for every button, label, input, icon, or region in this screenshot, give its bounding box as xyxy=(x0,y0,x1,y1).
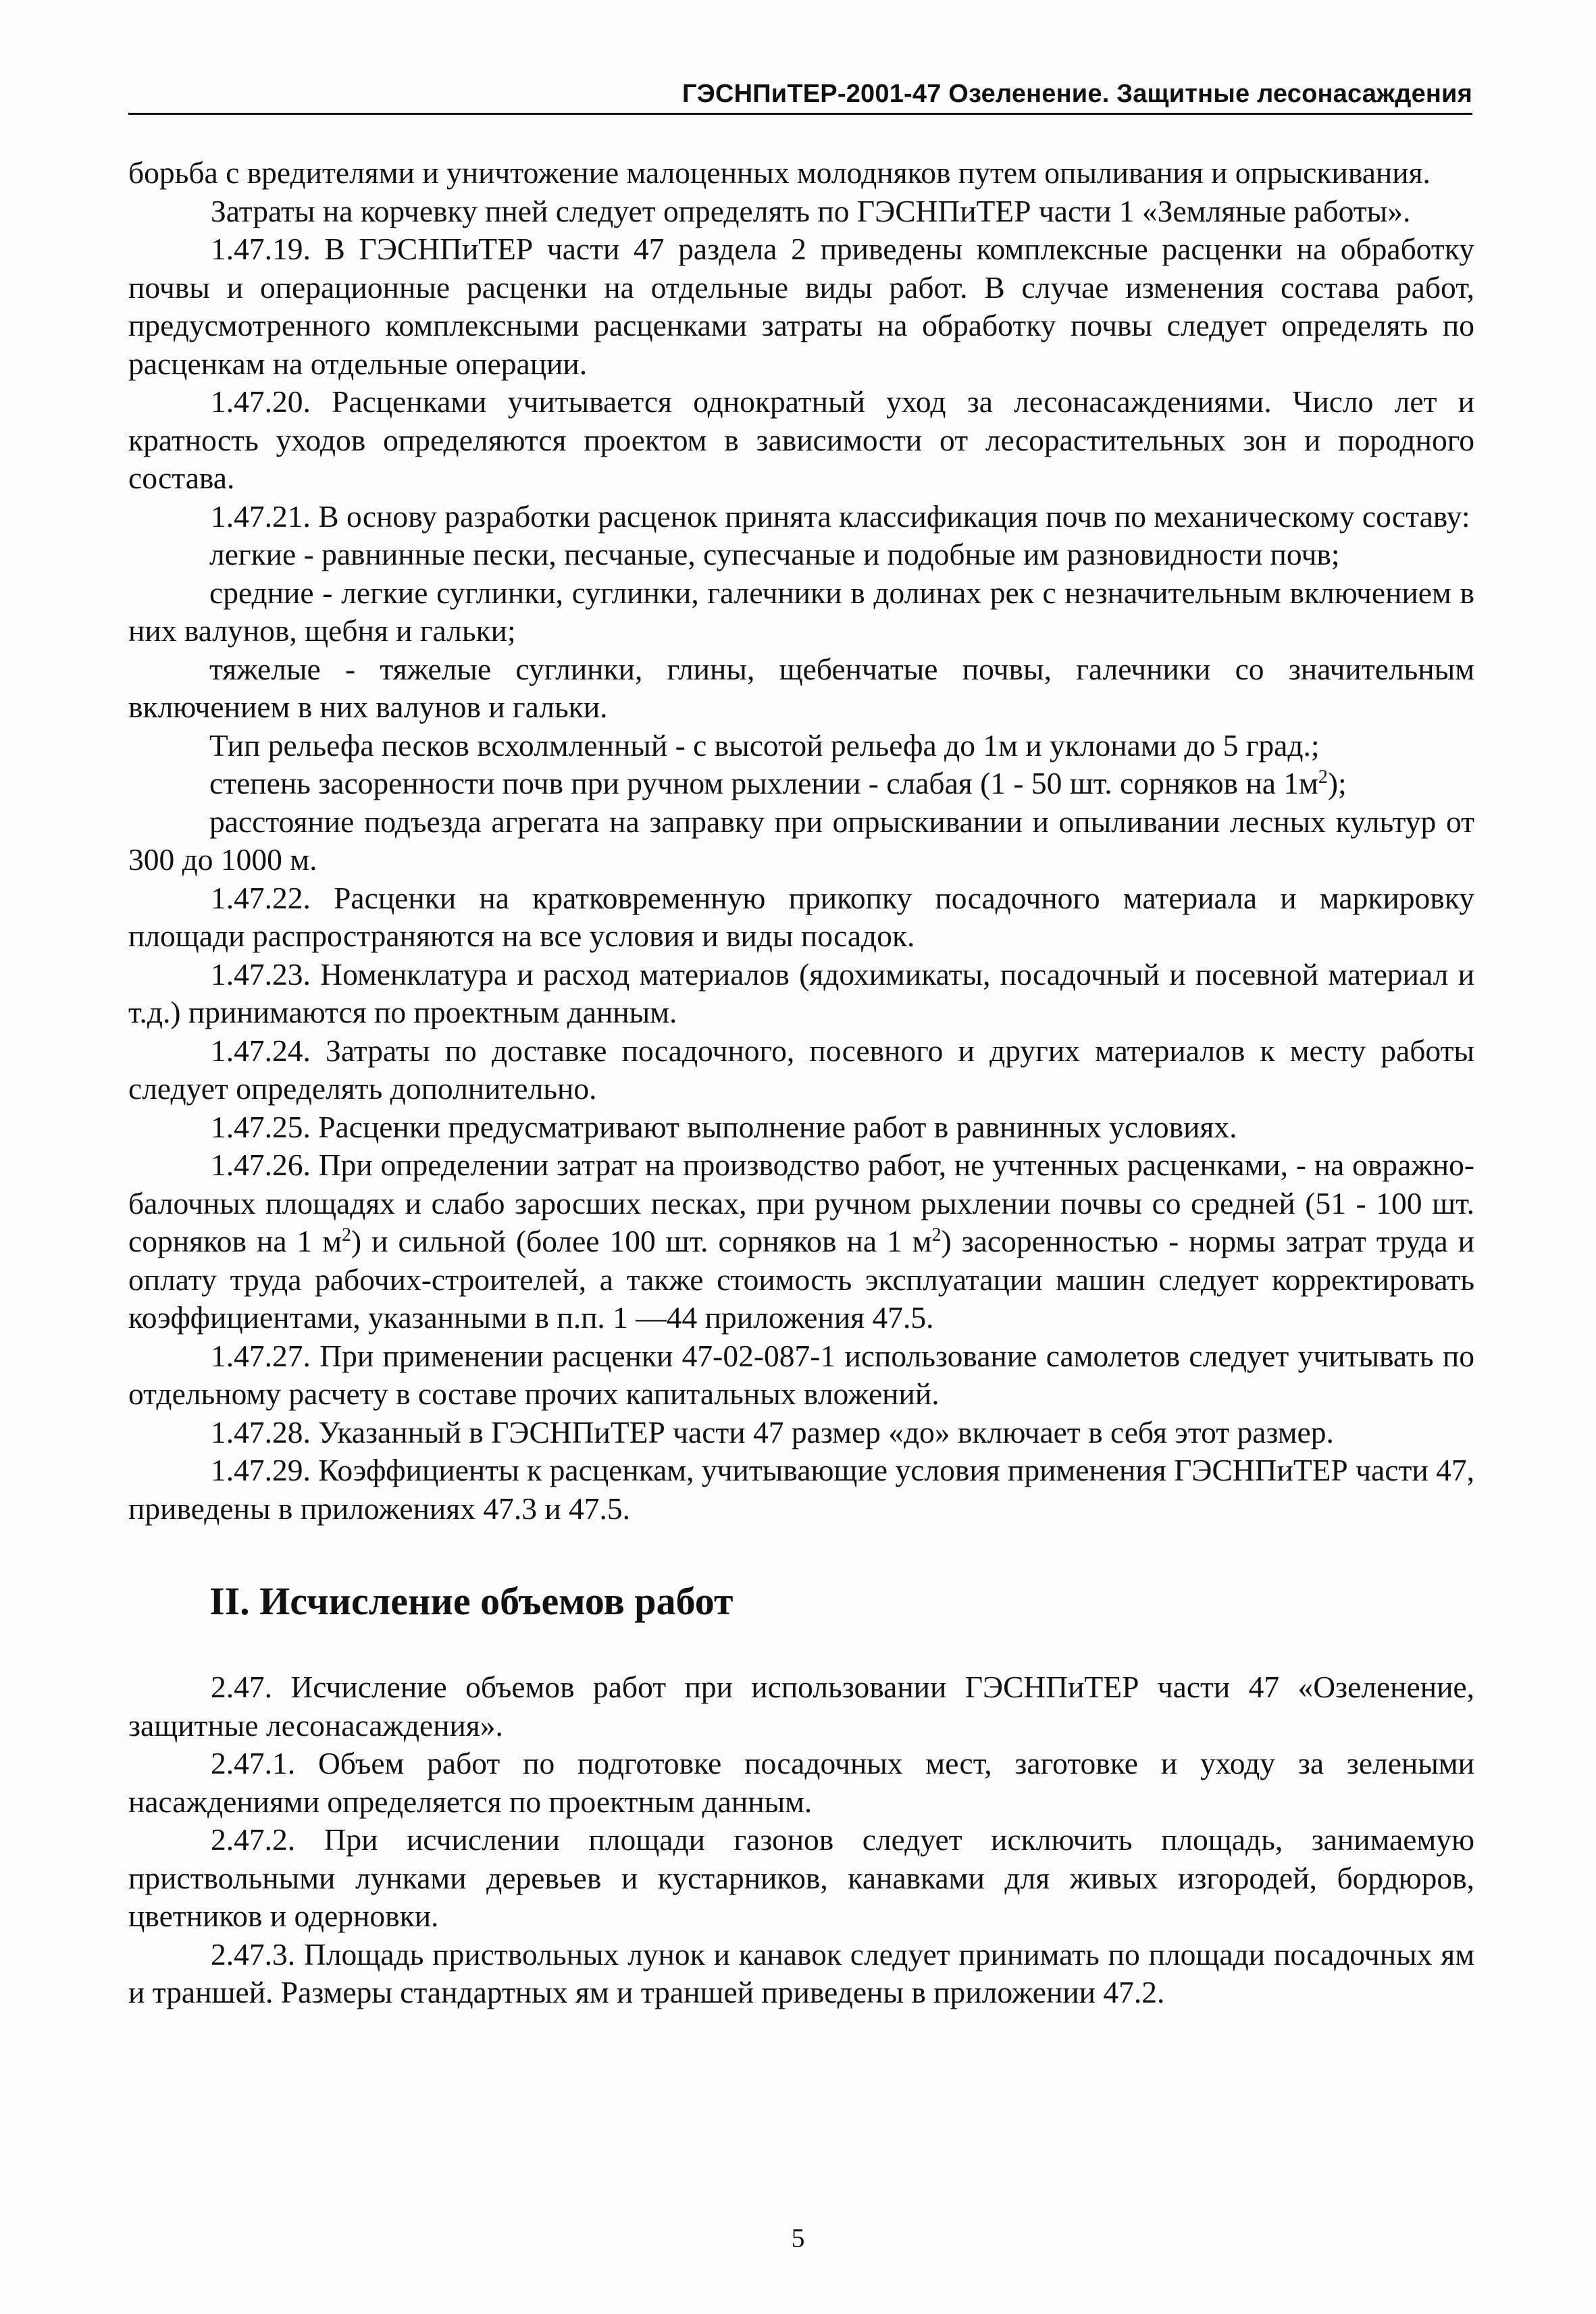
running-header: ГЭСНПиТЕР-2001-47 Озеленение. Защитные лесонасаждения xyxy=(128,80,1472,115)
paragraph-1-47-26-part3: ) засоренностью - нормы затрат труда и оплату труда рабочих-строителей, а также стоимость эксплуатации машин следует корректировать коэффициентами, указанными в п.п. 1 —44 приложения 47.5. xyxy=(128,1224,1474,1335)
paragraph-distance: расстояние подъезда агрегата на заправку при опрыскивании и опыливании лесных культур от 300 до 1000 м. xyxy=(128,804,1474,877)
paragraph-1-47-19: 1.47.19. В ГЭСНПиТЕР части 47 раздела 2 приведены комплексные расценки на обработку почвы и операционные расценки на отдельные виды работ. В случае изменения состава работ, предусмотренного комплексными расценками затраты на обработку почвы следует определять по расценкам на отдельные операции. xyxy=(128,232,1474,381)
paragraph-soil-medium: средние - легкие суглинки, суглинки, галечники в долинах рек с незначительным включением в них валунов, щебня и гальки; xyxy=(128,575,1474,648)
document-body xyxy=(128,154,1474,2012)
paragraph-1-47-26-part2: ) и сильной (более 100 шт. сорняков на 1 м xyxy=(351,1224,932,1258)
superscript: 2 xyxy=(342,1224,352,1245)
paragraph-1-47-26 xyxy=(128,1146,1474,1337)
paragraph-2-47-2: 2.47.2. При исчислении площади газонов следует исключить площадь, занимаемую приствольными лунками деревьев и кустарников, канавками для живых изгородей, бордюров, цветников и одерновки. xyxy=(128,1822,1474,1933)
paragraph-contamination xyxy=(128,765,1474,803)
contamination-text: степень засоренности почв при ручном рыхлении - слабая (1 - 50 шт. сорняков на 1м xyxy=(209,766,1318,800)
paragraph-1-47-22: 1.47.22. Расценки на кратковременную прикопку посадочного материала и маркировку площади распространяются на все условия и виды посадок. xyxy=(128,880,1474,953)
paragraph-continuation: борьба с вредителями и уничтожение малоценных молодняков путем опыливания и опрыскивания. xyxy=(128,155,1431,190)
paragraph-relief-type: Тип рельефа песков всхолмленный - с высотой рельефа до 1м и уклонами до 5 град.; xyxy=(209,727,1320,763)
paragraph-2-47-3: 2.47.3. Площадь приствольных лунок и канавок следует принимать по площади посадочных ям и траншей. Размеры стандартных ям и траншей приведены в приложении 47.2. xyxy=(128,1936,1474,2009)
paragraph-soil-heavy: тяжелые - тяжелые суглинки, глины, щебенчатые почвы, галечники со значительным включением в них валунов и гальки. xyxy=(128,651,1474,724)
paragraph-1-47-23: 1.47.23. Номенклатура и расход материалов (ядохимикаты, посадочный и посевной материал и т.д.) принимаются по проектным данным. xyxy=(128,956,1474,1029)
page-number: 5 xyxy=(791,2223,805,2253)
paragraph-1-47-26-part1: 1.47.26. При определении затрат на производство работ, не учтенных расценками, - на овражно-балочных площадях и слабо заросших песках, при ручном рыхлении почвы со средней (51 - 100 шт. сорняков на 1 м xyxy=(128,1148,1474,1258)
paragraph-1-47-21: 1.47.21. В основу разработки расценок принята классификация почв по механическому составу: xyxy=(211,498,1470,534)
paragraph-soil-light: легкие - равнинные пески, песчаные, супесчаные и подобные им разновидности почв; xyxy=(209,537,1340,571)
superscript: 2 xyxy=(931,1224,942,1245)
section-heading: II. Исчисление объемов работ xyxy=(209,1579,733,1623)
superscript: 2 xyxy=(1318,766,1328,788)
paragraph-1-47-25: 1.47.25. Расценки предусматривают выполнение работ в равнинных условиях. xyxy=(211,1109,1237,1144)
contamination-text-end: ); xyxy=(1327,766,1347,800)
paragraph-1-47-29: 1.47.29. Коэффициенты к расценкам, учитывающие условия применения ГЭСНПиТЕР части 47, приведены в приложениях 47.3 и 47.5. xyxy=(128,1453,1474,1526)
paragraph-2-47-1: 2.47.1. Объем работ по подготовке посадочных мест, заготовке и уходу за зелеными насаждениями определяется по проектным данным. xyxy=(128,1746,1474,1819)
paragraph-1-47-20: 1.47.20. Расценками учитывается однократный уход за лесонасаждениями. Число лет и кратность уходов определяются проектом в зависимости от лесорастительных зон и породного состава. xyxy=(128,384,1474,495)
paragraph-2-47: 2.47. Исчисление объемов работ при использовании ГЭСНПиТЕР части 47 «Озеленение, защитные лесонасаждения». xyxy=(128,1670,1474,1743)
paragraph-stump-removal: Затраты на корчевку пней следует определять по ГЭСНПиТЕР части 1 «Земляные работы». xyxy=(211,193,1411,228)
paragraph-1-47-27: 1.47.27. При применении расценки 47-02-087-1 использование самолетов следует учитывать по отдельному расчету в составе прочих капитальных вложений. xyxy=(128,1338,1474,1411)
paragraph-1-47-24: 1.47.24. Затраты по доставке посадочного, посевного и других материалов к месту работы следует определять дополнительно. xyxy=(128,1033,1474,1106)
paragraph-1-47-28: 1.47.28. Указанный в ГЭСНПиТЕР части 47 размер «до» включает в себя этот размер. xyxy=(211,1414,1334,1449)
